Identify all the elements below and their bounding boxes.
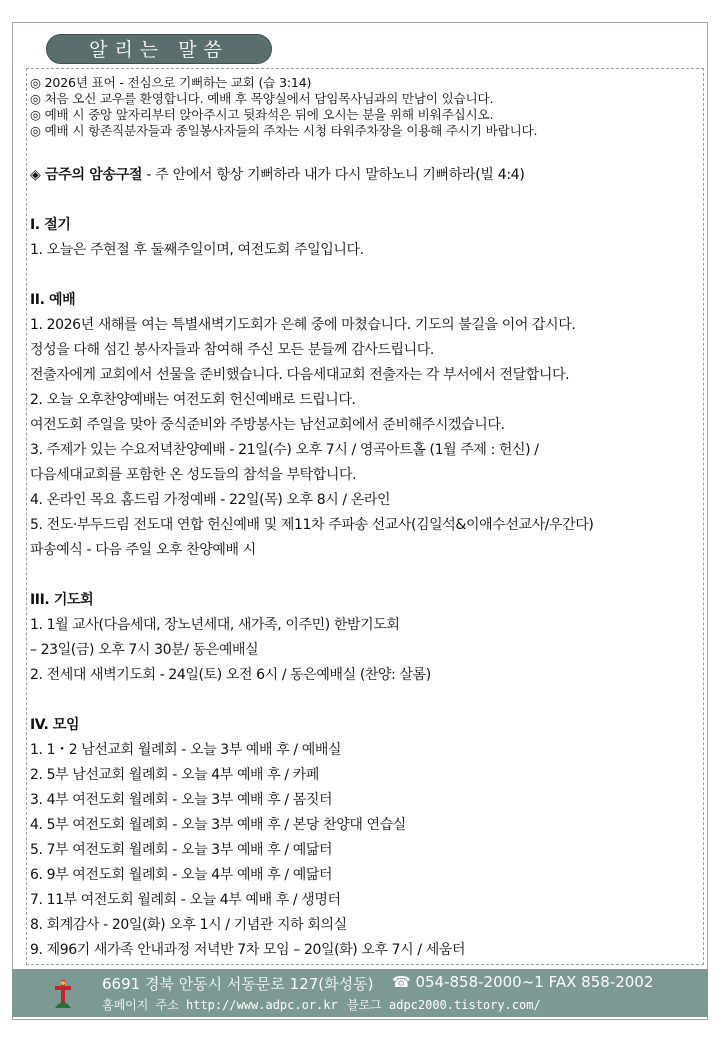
memory-verse [30, 164, 525, 184]
section-line: 5. 7부 여전도회 월례회 - 오늘 3부 예배 후 / 예닮터 [30, 842, 333, 858]
section-line: 전출자에게 교회에서 선물을 준비했습니다. 다음세대교회 전출자는 각 부서에서 전달합니다. [30, 367, 570, 383]
section-line: 4. 5부 여전도회 월례회 - 오늘 3부 예배 후 / 본당 찬양대 연습실 [30, 817, 406, 833]
section-title: II. 예배 [30, 292, 76, 308]
section-line: 파송예식 - 다음 주일 오후 찬양예배 시 [30, 542, 256, 558]
footer-blog-link[interactable]: 블로그 adpc2000.tistory.com/ [347, 998, 541, 1012]
section-line: 1. 1월 교사(다음세대, 장노년세대, 새가족, 이주민) 한밤기도회 [30, 617, 400, 633]
section-line: 5. 전도·부두드림 전도대 연합 헌신예배 및 제11차 주파송 선교사(김일석&이애수선교사/우간다) [30, 517, 594, 533]
section-line: 9. 제96기 새가족 안내과정 저녁반 7차 모임 – 20일(화) 오후 7시 / 세움터 [30, 942, 466, 958]
section-title: I. 절기 [30, 217, 71, 233]
memory-verse-label: ◈ 금주의 암송구절 [30, 167, 143, 183]
section-line: 2. 전세대 새벽기도회 - 24일(토) 오전 6시 / 동은예배실 (찬양: 살롬) [30, 667, 431, 683]
notice-list [30, 75, 537, 139]
section-line: 2. 오늘 오후찬양예배는 여전도회 헌신예배로 드립니다. [30, 392, 356, 408]
section-line: – 23일(금) 오후 7시 30분/ 동은예배실 [30, 642, 259, 658]
memory-verse-text: - 주 안에서 항상 기뻐하라 내가 다시 말하노니 기뻐하라(빌 4:4) [142, 167, 525, 183]
footer-address: 6691 경북 안동시 서동문로 127(화성동) [102, 975, 374, 993]
section-line: 7. 11부 여전도회 월례회 - 오늘 4부 예배 후 / 생명터 [30, 892, 341, 908]
section-line: 1. 오늘은 주현절 후 둘째주일이며, 여전도회 주일입니다. [30, 242, 364, 258]
notice-item: ◎ 예배 시 중앙 앞자리부터 앉아주시고 뒷좌석은 뒤에 오시는 분을 위해 비워주십시오. [30, 107, 494, 122]
notice-item: ◎ 처음 오신 교우를 환영합니다. 예배 후 목양실에서 담임목사님과의 만남이 있습니다. [30, 91, 494, 106]
section-line: 8. 회계감사 - 20일(화) 오후 1시 / 기념관 지하 회의실 [30, 917, 347, 933]
section-line: 다음세대교회를 포함한 온 성도들의 참석을 부탁합니다. [30, 467, 357, 483]
section-line: 여전도회 주일을 맞아 중식준비와 주방봉사는 남선교회에서 준비해주시겠습니다. [30, 417, 505, 433]
section-line: 1. 2026년 새해를 여는 특별새벽기도회가 은혜 중에 마쳤습니다. 기도의 불길을 이어 갑시다. [30, 317, 576, 333]
section-line: 4. 온라인 목요 홈드림 가정예배 - 22일(목) 오후 8시 / 온라인 [30, 492, 391, 508]
church-cross-logo-icon [52, 978, 74, 1010]
section-line: 6. 9부 여전도회 월례회 - 오늘 4부 예배 후 / 예닮터 [30, 867, 333, 883]
footer [12, 969, 708, 1017]
notice-item: ◎ 2026년 표어 - 전심으로 기뻐하는 교회 (습 3:14) [30, 75, 312, 90]
section-line: 2. 5부 남선교회 월례회 - 오늘 4부 예배 후 / 카페 [30, 767, 320, 783]
section-line: 정성을 다해 섬긴 봉사자들과 참여해 주신 모든 분들께 감사드립니다. [30, 342, 434, 358]
section-line: 3. 4부 여전도회 월례회 - 오늘 3부 예배 후 / 몸짓터 [30, 792, 333, 808]
footer-phone: ☎ 054-858-2000~1 FAX 858-2002 [392, 973, 654, 991]
footer-homepage-link[interactable]: 홈페이지 주소 http://www.adpc.or.kr [102, 998, 338, 1012]
notice-item: ◎ 예배 시 항존직분자들과 종일봉사자들의 주차는 시청 타워주차장을 이용해 주시기 바랍니다. [30, 123, 538, 138]
page-title: 알리는 말씀 [46, 34, 272, 64]
section-line: 1. 1・2 남선교회 월례회 - 오늘 3부 예배 후 / 예배실 [30, 742, 342, 758]
section-title: III. 기도회 [30, 592, 94, 608]
section-title: IV. 모임 [30, 717, 80, 733]
section-line: 3. 주제가 있는 수요저녁찬양예배 - 21일(수) 오후 7시 / 영곡아트홀 (1월 주제 : 헌신) / [30, 442, 539, 458]
